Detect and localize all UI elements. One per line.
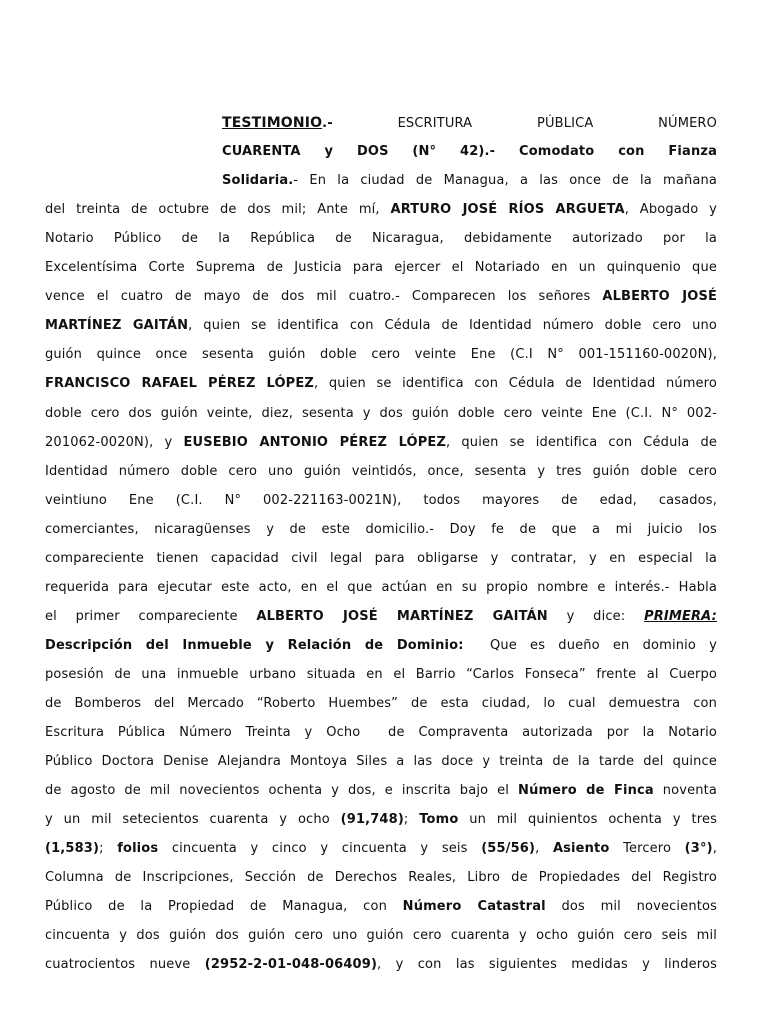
text-line: de Bomberos del Mercado “Roberto Huembes” de esta ciudad, lo cual demuestra con xyxy=(45,696,717,711)
text-line: vence el cuatro de mayo de dos mil cuatro.- Comparecen los señores ALBERTO JOSÉ xyxy=(45,289,717,304)
text-line: y un mil setecientos cuarenta y ocho (91,748); Tomo un mil quinientos ochenta y tres xyxy=(45,812,718,827)
text-line: veintiuno Ene (C.I. N° 002-221163-0021N), todos mayores de edad, casados, xyxy=(45,493,717,508)
text-line: Excelentísima Corte Suprema de Justicia para ejercer el Notariado en un quinquenio que xyxy=(45,260,717,275)
text-line: guión quince once sesenta guión doble cero veinte Ene (C.I N° 001-151160-0020N), xyxy=(45,347,717,362)
text-line: Escritura Pública Número Treinta y Ocho de Compraventa autorizada por la Notario xyxy=(45,725,717,740)
text-line: del treinta de octubre de dos mil; Ante mí, ARTURO JOSÉ RÍOS ARGUETA, Abogado y xyxy=(45,202,717,217)
text-line: de agosto de mil novecientos ochenta y dos, e inscrita bajo el Número de Finca noventa xyxy=(45,783,717,798)
text-line: comerciantes, nicaragüenses y de este domicilio.- Doy fe de que a mi juicio los xyxy=(45,522,717,537)
text-line: FRANCISCO RAFAEL PÉREZ LÓPEZ, quien se identifica con Cédula de Identidad número xyxy=(45,376,717,391)
text-line: cuatrocientos nueve (2952-2-01-048-06409), y con las siguientes medidas y linderos xyxy=(45,957,717,972)
text-line: MARTÍNEZ GAITÁN, quien se identifica con Cédula de Identidad número doble cero uno xyxy=(45,318,717,333)
text-line: compareciente tienen capacidad civil legal para obligarse y contratar, y en especial la xyxy=(45,551,717,566)
text-line: Descripción del Inmueble y Relación de Dominio: Que es dueño en dominio y xyxy=(45,638,717,653)
text-line: Identidad número doble cero uno guión veintidós, once, sesenta y tres guión doble cero xyxy=(45,464,717,479)
text-line: requerida para ejecutar este acto, en el que actúan en su propio nombre e interés.- Habla xyxy=(45,580,717,595)
text-line: posesión de una inmueble urbano situada en el Barrio “Carlos Fonseca” frente al Cuerpo xyxy=(45,667,717,682)
text-line: Solidaria.- En la ciudad de Managua, a las once de la mañana xyxy=(222,173,717,188)
text-line: Columna de Inscripciones, Sección de Derechos Reales, Libro de Propiedades del Registro xyxy=(45,870,717,885)
text-line: 201062-0020N), y EUSEBIO ANTONIO PÉREZ LÓPEZ, quien se identifica con Cédula de xyxy=(45,435,717,450)
document-title-line: TESTIMONIO.- ESCRITURA PÚBLICA NÚMERO xyxy=(222,115,717,131)
text-line: CUARENTA y DOS (N° 42).- Comodato con Fianza xyxy=(222,144,717,159)
text-line: Público Doctora Denise Alejandra Montoya Siles a las doce y treinta de la tarde del quince xyxy=(45,754,717,769)
text-line: el primer compareciente ALBERTO JOSÉ MARTÍNEZ GAITÁN y dice: PRIMERA: xyxy=(45,609,717,624)
text-line: Notario Público de la República de Nicaragua, debidamente autorizado por la xyxy=(45,231,717,246)
text-line: doble cero dos guión veinte, diez, sesenta y dos guión doble cero veinte Ene (C.I. N° 002- xyxy=(45,406,717,421)
text-line: Público de la Propiedad de Managua, con Número Catastral dos mil novecientos xyxy=(45,899,717,914)
text-line: cincuenta y dos guión dos guión cero uno guión cero cuarenta y ocho guión cero seis mil xyxy=(45,928,717,943)
text-line: (1,583); folios cincuenta y cinco y cincuenta y seis (55/56), Asiento Tercero (3°), xyxy=(45,841,717,856)
